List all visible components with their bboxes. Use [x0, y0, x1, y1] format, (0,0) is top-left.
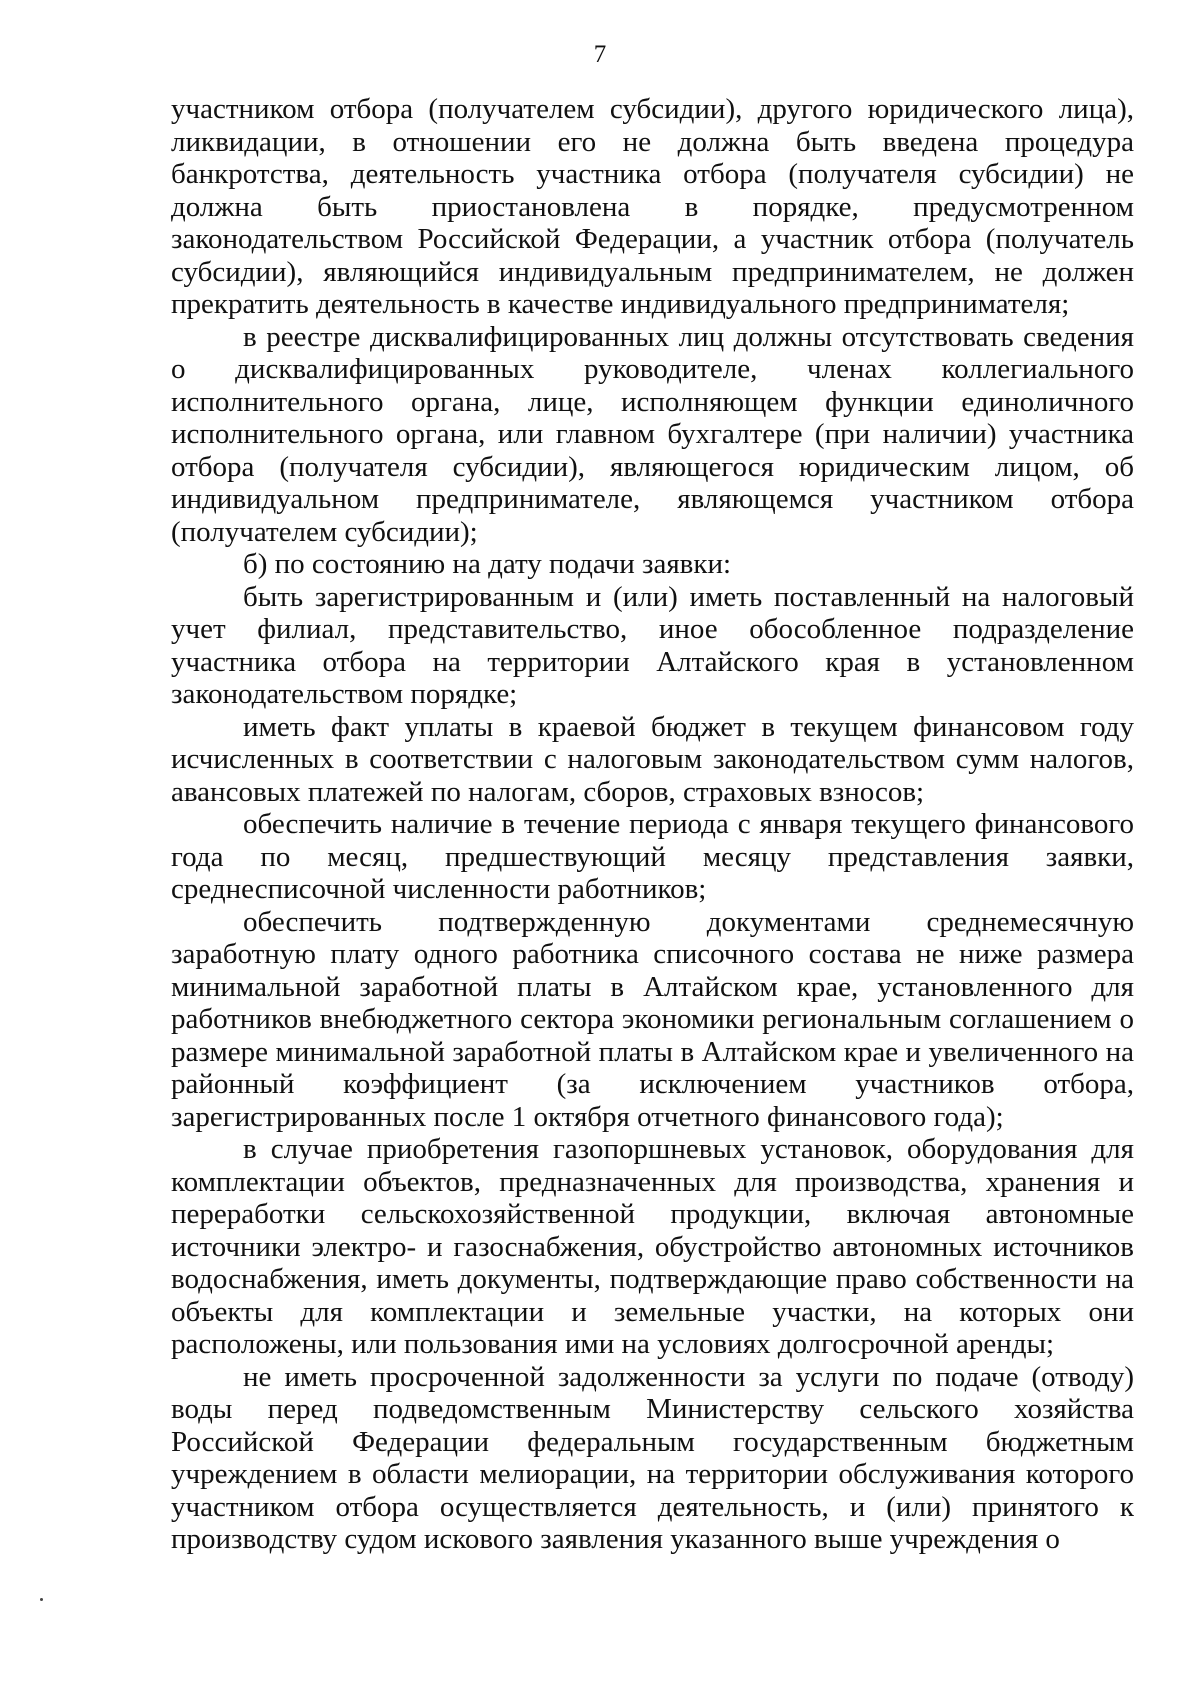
paragraph-headcount: обеспечить наличие в течение периода с января текущего финансового года по месяц, предшествующий месяцу представления заявки, среднесписочной численности работников;: [171, 808, 1134, 905]
paragraph-equipment: в случае приобретения газопоршневых установок, оборудования для комплектации объектов, предназначенных для производства, хранения и переработки сельскохозяйственной продукции, включая автономные источники электро- и газоснабжения, обустройство автономных источников водоснабжения, иметь документы, подтверждающие право собственности на объекты для комплектации и земельные участки, на которых они расположены, или пользования ими на условиях долгосрочной аренды;: [171, 1133, 1134, 1360]
paragraph-wages: обеспечить подтвержденную документами среднемесячную заработную плату одного работника списочного состава не ниже размера минимальной заработной платы в Алтайском крае, установленного для работников внебюджетного сектора экономики региональным соглашением о размере минимальной заработной платы в Алтайском крае и увеличенного на районный коэффициент (за исключением участников отбора, зарегистрированных после 1 октября отчетного финансового года);: [171, 905, 1134, 1133]
paragraph-continuation: участником отбора (получателем субсидии), другого юридического лица), ликвидации, в отношении его не должна быть введена процедура банкротства, деятельность участника отбора (получателя субсидии) не должна быть приостановлена в порядке, предусмотренном законодательством Российской Федерации, а участник отбора (получатель субсидии), являющийся индивидуальным предпринимателем, не должен прекратить деятельность в качестве индивидуального предпринимателя;: [171, 93, 1134, 320]
paragraph-tax-payment: иметь факт уплаты в краевой бюджет в текущем финансовом году исчисленных в соответствии с налоговым законодательством сумм налогов, авансовых платежей по налогам, сборов, страховых взносов;: [171, 710, 1134, 808]
scan-speck: [40, 1598, 43, 1601]
paragraph-subsection-b: б) по состоянию на дату подачи заявки:: [243, 548, 732, 580]
document-body: [171, 93, 1134, 1556]
paragraph-water-debt: не иметь просроченной задолженности за услуги по подаче (отводу) воды перед подведомственным Министерству сельского хозяйства Российской Федерации федеральным государственным бюджетным учреждением в области мелиорации, на территории обслуживания которого участником отбора осуществляется деятельность, и (или) принятого к производству судом искового заявления указанного выше учреждения о: [171, 1360, 1134, 1555]
paragraph-registration: быть зарегистрированным и (или) иметь поставленный на налоговый учет филиал, представительство, иное обособленное подразделение участника отбора на территории Алтайского края в установленном законодательством порядке;: [171, 580, 1134, 710]
paragraph-disqualified-registry: в реестре дисквалифицированных лиц должны отсутствовать сведения о дисквалифицированных руководителе, членах коллегиального исполнительного органа, лице, исполняющем функции единоличного исполнительного органа, или главном бухгалтере (при наличии) участника отбора (получателя субсидии), являющегося юридическим лицом, об индивидуальном предпринимателе, являющемся участником отбора (получателем субсидии);: [171, 320, 1134, 548]
page-number: 7: [593, 41, 607, 68]
